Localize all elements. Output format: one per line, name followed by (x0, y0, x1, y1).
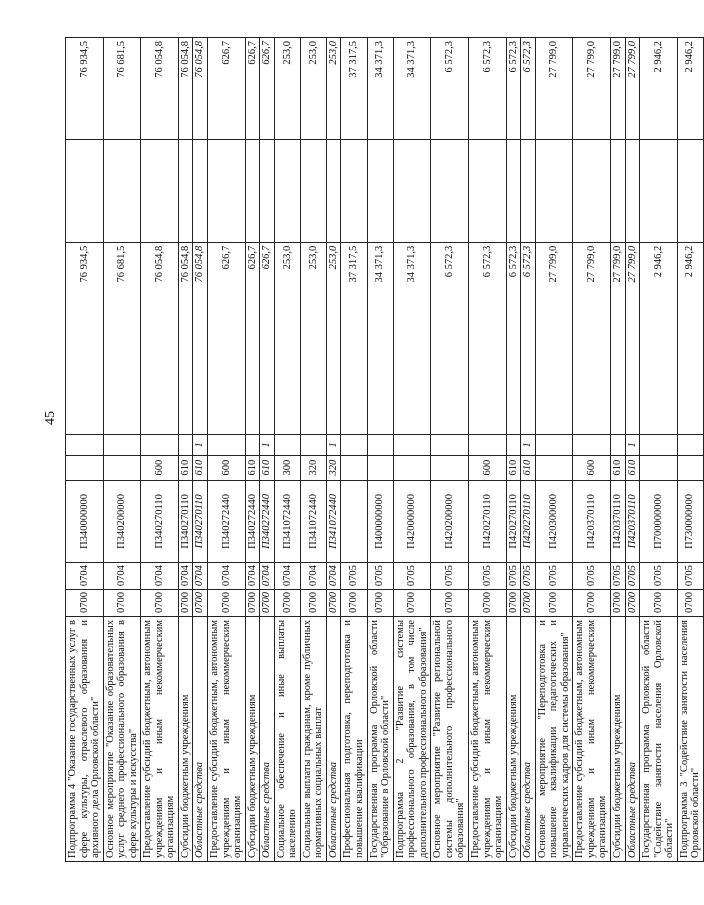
row-section-code-cell: 0705 (506, 563, 521, 590)
row-ved-code-cell: 0700 (103, 590, 141, 617)
row-amount-cell: 27 799,0 (610, 242, 625, 434)
row-target-article-cell: П420370110 (573, 480, 611, 563)
row-expense-type-cell (535, 455, 573, 480)
row-ved-code-cell: 0700 (260, 590, 275, 617)
row-expense-type-cell: 600 (208, 455, 246, 480)
row-funding-flag-cell (610, 435, 625, 456)
row-name-cell: Предоставление субсидий бюджетным, автономным учреждениям и иным некоммерческим организациям (573, 616, 611, 861)
row-amount-cell: 27 799,0 (535, 242, 573, 434)
row-name-cell: Предоставление субсидий бюджетным, автономным учреждениям и иным некоммерческим организациям (468, 616, 506, 861)
row-amount-cell: 27 799,0 (625, 242, 640, 434)
row-name-cell: Государственная программа Орловской области "Содействие занятости населения Орловской области" (640, 616, 678, 861)
row-change-cell (245, 140, 260, 242)
row-expense-type-cell: 610 (610, 455, 625, 480)
row-target-article-cell: П420300000 (535, 480, 573, 563)
table-row (610, 38, 625, 862)
row-change-cell (535, 140, 573, 242)
row-change-cell (431, 140, 469, 242)
table-row (178, 38, 193, 862)
row-expense-type-cell: 300 (274, 455, 300, 480)
row-name-cell: Предоставление субсидий бюджетным, автономным учреждениям и иным некоммерческим организациям (141, 616, 179, 861)
table-row (506, 38, 521, 862)
row-name-cell: Областные средства (521, 616, 536, 861)
row-expense-type-cell (103, 455, 141, 480)
row-change-cell (341, 140, 367, 242)
table-row (431, 38, 469, 862)
row-ved-code-cell: 0700 (193, 590, 208, 617)
row-name-cell: Областные средства (260, 616, 275, 861)
row-total-cell: 626,7 (245, 38, 260, 140)
row-change-cell (625, 140, 640, 242)
row-name-cell: Социальные выплаты гражданам, кроме публичных нормативных социальных выплат (300, 616, 326, 861)
row-target-article-cell: П730000000 (677, 480, 703, 563)
row-name-cell: Государственная программа Орловской области "Образование в Орловской области" (367, 616, 393, 861)
row-total-cell: 2 946,2 (677, 38, 703, 140)
row-amount-cell: 6 572,3 (506, 242, 521, 434)
row-change-cell (468, 140, 506, 242)
row-change-cell (260, 140, 275, 242)
table-row (468, 38, 506, 862)
row-amount-cell: 626,7 (260, 242, 275, 434)
row-target-article-cell: П340272440 (245, 480, 260, 563)
table-row (677, 38, 703, 862)
row-ved-code-cell: 0700 (625, 590, 640, 617)
row-total-cell: 253,0 (300, 38, 326, 140)
row-ved-code-cell: 0700 (677, 590, 703, 617)
row-funding-flag-cell (573, 435, 611, 456)
row-amount-cell: 253,0 (326, 242, 341, 434)
row-section-code-cell: 0704 (141, 563, 179, 590)
row-name-cell: Субсидии бюджетным учреждениям (178, 616, 193, 861)
row-change-cell (300, 140, 326, 242)
row-expense-type-cell (341, 455, 367, 480)
row-target-article-cell: П340272440 (208, 480, 246, 563)
row-expense-type-cell: 610 (178, 455, 193, 480)
row-target-article-cell (341, 480, 367, 563)
row-ved-code-cell: 0700 (66, 590, 104, 617)
row-section-code-cell: 0704 (178, 563, 193, 590)
row-change-cell (367, 140, 393, 242)
table-row (521, 38, 536, 862)
row-funding-flag-cell (367, 435, 393, 456)
row-amount-cell: 76 054,8 (141, 242, 179, 434)
row-name-cell: Областные средства (625, 616, 640, 861)
row-change-cell (274, 140, 300, 242)
row-total-cell: 6 572,3 (506, 38, 521, 140)
row-amount-cell: 76 054,8 (193, 242, 208, 434)
row-ved-code-cell: 0700 (326, 590, 341, 617)
row-amount-cell: 76 054,8 (178, 242, 193, 434)
row-change-cell (610, 140, 625, 242)
row-funding-flag-cell: 1 (521, 435, 536, 456)
row-section-code-cell: 0704 (274, 563, 300, 590)
row-expense-type-cell: 610 (625, 455, 640, 480)
row-amount-cell: 37 317,5 (341, 242, 367, 434)
row-section-code-cell: 0704 (208, 563, 246, 590)
row-target-article-cell: П341072440 (326, 480, 341, 563)
row-funding-flag-cell (274, 435, 300, 456)
row-amount-cell: 2 946,2 (677, 242, 703, 434)
row-total-cell: 626,7 (260, 38, 275, 140)
table-row (274, 38, 300, 862)
row-total-cell: 76 054,8 (178, 38, 193, 140)
row-target-article-cell: П420000000 (393, 480, 431, 563)
row-amount-cell: 626,7 (208, 242, 246, 434)
row-target-article-cell: П340270110 (141, 480, 179, 563)
row-ved-code-cell: 0700 (208, 590, 246, 617)
row-section-code-cell: 0705 (468, 563, 506, 590)
row-target-article-cell: П700000000 (640, 480, 678, 563)
row-amount-cell: 2 946,2 (640, 242, 678, 434)
row-section-code-cell: 0705 (535, 563, 573, 590)
row-expense-type-cell: 610 (506, 455, 521, 480)
row-target-article-cell: П341072440 (300, 480, 326, 563)
row-ved-code-cell: 0700 (300, 590, 326, 617)
row-target-article-cell: П420370110 (625, 480, 640, 563)
row-ved-code-cell: 0700 (274, 590, 300, 617)
row-ved-code-cell: 0700 (521, 590, 536, 617)
row-change-cell (573, 140, 611, 242)
row-total-cell: 34 371,3 (367, 38, 393, 140)
row-amount-cell: 27 799,0 (573, 242, 611, 434)
row-target-article-cell: П341072440 (274, 480, 300, 563)
row-amount-cell: 6 572,3 (468, 242, 506, 434)
row-total-cell: 27 799,0 (610, 38, 625, 140)
row-funding-flag-cell (640, 435, 678, 456)
row-name-cell: Основное мероприятие "Оказание образовательных услуг среднего профессионального образования в сфере культуры и искусства" (103, 616, 141, 861)
row-change-cell (506, 140, 521, 242)
table-row (367, 38, 393, 862)
table-row (535, 38, 573, 862)
row-section-code-cell: 0705 (393, 563, 431, 590)
table-row (66, 38, 104, 862)
row-target-article-cell: П420270110 (521, 480, 536, 563)
row-funding-flag-cell (677, 435, 703, 456)
row-name-cell: Социальное обеспечение и иные выплаты населению (274, 616, 300, 861)
row-funding-flag-cell (431, 435, 469, 456)
table-row (208, 38, 246, 862)
row-expense-type-cell: 610 (260, 455, 275, 480)
row-ved-code-cell: 0700 (535, 590, 573, 617)
table-row (103, 38, 141, 862)
row-section-code-cell: 0704 (103, 563, 141, 590)
row-total-cell: 253,0 (326, 38, 341, 140)
table-row (326, 38, 341, 862)
row-section-code-cell: 0705 (573, 563, 611, 590)
row-section-code-cell: 0704 (326, 563, 341, 590)
row-change-cell (208, 140, 246, 242)
row-change-cell (141, 140, 179, 242)
row-expense-type-cell: 320 (300, 455, 326, 480)
row-total-cell: 76 054,8 (193, 38, 208, 140)
row-name-cell: Областные средства (193, 616, 208, 861)
row-funding-flag-cell (66, 435, 104, 456)
row-expense-type-cell: 610 (521, 455, 536, 480)
row-total-cell: 27 799,0 (625, 38, 640, 140)
row-amount-cell: 626,7 (245, 242, 260, 434)
row-expense-type-cell (431, 455, 469, 480)
row-change-cell (103, 140, 141, 242)
table-row (393, 38, 431, 862)
row-change-cell (326, 140, 341, 242)
row-name-cell: Субсидии бюджетным учреждениям (610, 616, 625, 861)
row-expense-type-cell (677, 455, 703, 480)
row-amount-cell: 34 371,3 (393, 242, 431, 434)
row-ved-code-cell: 0700 (610, 590, 625, 617)
row-name-cell: Областные средства (326, 616, 341, 861)
row-funding-flag-cell (178, 435, 193, 456)
row-expense-type-cell: 320 (326, 455, 341, 480)
row-amount-cell: 76 934,5 (66, 242, 104, 434)
row-target-article-cell: П340270110 (178, 480, 193, 563)
row-target-article-cell: П400000000 (367, 480, 393, 563)
row-name-cell: Основное мероприятие "Развитие региональной системы дополнительного профессионального образования" (431, 616, 469, 861)
page-number: 45 (43, 411, 58, 425)
row-section-code-cell: 0704 (193, 563, 208, 590)
row-section-code-cell: 0705 (625, 563, 640, 590)
row-total-cell: 6 572,3 (468, 38, 506, 140)
row-amount-cell: 76 681,5 (103, 242, 141, 434)
row-total-cell: 27 799,0 (573, 38, 611, 140)
row-ved-code-cell: 0700 (245, 590, 260, 617)
row-ved-code-cell: 0700 (468, 590, 506, 617)
row-target-article-cell: П340270110 (193, 480, 208, 563)
row-funding-flag-cell (245, 435, 260, 456)
row-section-code-cell: 0705 (341, 563, 367, 590)
row-section-code-cell: 0705 (610, 563, 625, 590)
table-row (300, 38, 326, 862)
row-expense-type-cell (367, 455, 393, 480)
row-total-cell: 76 054,8 (141, 38, 179, 140)
row-funding-flag-cell (103, 435, 141, 456)
table-row (245, 38, 260, 862)
row-expense-type-cell: 600 (573, 455, 611, 480)
row-change-cell (521, 140, 536, 242)
row-funding-flag-cell (208, 435, 246, 456)
budget-table (65, 37, 704, 862)
row-expense-type-cell (640, 455, 678, 480)
row-change-cell (677, 140, 703, 242)
row-funding-flag-cell: 1 (326, 435, 341, 456)
table-row (260, 38, 275, 862)
table-row (193, 38, 208, 862)
row-name-cell: Подпрограмма 2 "Развитие системы профессионального образования, в том числе дополнительного профессионального образования" (393, 616, 431, 861)
row-expense-type-cell: 610 (193, 455, 208, 480)
row-name-cell: Субсидии бюджетным учреждениям (506, 616, 521, 861)
row-section-code-cell: 0705 (521, 563, 536, 590)
row-change-cell (66, 140, 104, 242)
row-ved-code-cell: 0700 (367, 590, 393, 617)
row-ved-code-cell: 0700 (141, 590, 179, 617)
row-section-code-cell: 0704 (66, 563, 104, 590)
row-funding-flag-cell (300, 435, 326, 456)
row-ved-code-cell: 0700 (393, 590, 431, 617)
table-row (141, 38, 179, 862)
table-row (341, 38, 367, 862)
row-name-cell: Профессиональная подготовка, переподготовка и повышение квалификации (341, 616, 367, 861)
table-row (573, 38, 611, 862)
row-funding-flag-cell: 1 (625, 435, 640, 456)
row-name-cell: Субсидии бюджетным учреждениям (245, 616, 260, 861)
row-funding-flag-cell (468, 435, 506, 456)
row-target-article-cell: П340200000 (103, 480, 141, 563)
row-ved-code-cell: 0700 (640, 590, 678, 617)
row-target-article-cell: П420370110 (610, 480, 625, 563)
row-funding-flag-cell: 1 (193, 435, 208, 456)
row-ved-code-cell: 0700 (506, 590, 521, 617)
row-change-cell (178, 140, 193, 242)
row-change-cell (393, 140, 431, 242)
row-expense-type-cell: 600 (141, 455, 179, 480)
table-row (640, 38, 678, 862)
row-total-cell: 6 572,3 (521, 38, 536, 140)
row-total-cell: 2 946,2 (640, 38, 678, 140)
row-name-cell: Подпрограмма 4 "Оказание государственных услуг в сфере культуры, отраслевого образования и архивного дела Орловской области" (66, 616, 104, 861)
row-funding-flag-cell (393, 435, 431, 456)
row-section-code-cell: 0705 (677, 563, 703, 590)
row-total-cell: 37 317,5 (341, 38, 367, 140)
row-section-code-cell: 0704 (300, 563, 326, 590)
row-total-cell: 626,7 (208, 38, 246, 140)
row-ved-code-cell: 0700 (341, 590, 367, 617)
row-name-cell: Основное мероприятие "Переподготовка и повышение квалификации педагогических и управленческих кадров для системы образования" (535, 616, 573, 861)
row-funding-flag-cell (506, 435, 521, 456)
row-expense-type-cell: 610 (245, 455, 260, 480)
row-total-cell: 76 681,5 (103, 38, 141, 140)
row-name-cell: Подпрограмма 3 "Содействие занятости населения Орловской области" (677, 616, 703, 861)
row-amount-cell: 6 572,3 (521, 242, 536, 434)
table-row (625, 38, 640, 862)
row-change-cell (640, 140, 678, 242)
row-section-code-cell: 0704 (245, 563, 260, 590)
row-section-code-cell: 0705 (431, 563, 469, 590)
row-ved-code-cell: 0700 (431, 590, 469, 617)
row-change-cell (193, 140, 208, 242)
row-amount-cell: 253,0 (274, 242, 300, 434)
row-ved-code-cell: 0700 (573, 590, 611, 617)
row-target-article-cell: П340000000 (66, 480, 104, 563)
row-total-cell: 76 934,5 (66, 38, 104, 140)
row-amount-cell: 34 371,3 (367, 242, 393, 434)
row-target-article-cell: П420270110 (468, 480, 506, 563)
row-funding-flag-cell: 1 (260, 435, 275, 456)
row-target-article-cell: П340272440 (260, 480, 275, 563)
row-amount-cell: 253,0 (300, 242, 326, 434)
row-total-cell: 6 572,3 (431, 38, 469, 140)
row-ved-code-cell: 0700 (178, 590, 193, 617)
row-name-cell: Предоставление субсидий бюджетным, автономным учреждениям и иным некоммерческим организациям (208, 616, 246, 861)
row-funding-flag-cell (535, 435, 573, 456)
row-total-cell: 27 799,0 (535, 38, 573, 140)
row-total-cell: 253,0 (274, 38, 300, 140)
row-section-code-cell: 0705 (367, 563, 393, 590)
row-expense-type-cell (66, 455, 104, 480)
row-funding-flag-cell (341, 435, 367, 456)
row-target-article-cell: П420270110 (506, 480, 521, 563)
row-section-code-cell: 0704 (260, 563, 275, 590)
rotated-document-area (65, 37, 702, 862)
row-amount-cell: 6 572,3 (431, 242, 469, 434)
row-section-code-cell: 0705 (640, 563, 678, 590)
row-target-article-cell: П420200000 (431, 480, 469, 563)
row-expense-type-cell: 600 (468, 455, 506, 480)
row-expense-type-cell (393, 455, 431, 480)
row-funding-flag-cell (141, 435, 179, 456)
row-total-cell: 34 371,3 (393, 38, 431, 140)
budget-table-body (66, 38, 704, 862)
